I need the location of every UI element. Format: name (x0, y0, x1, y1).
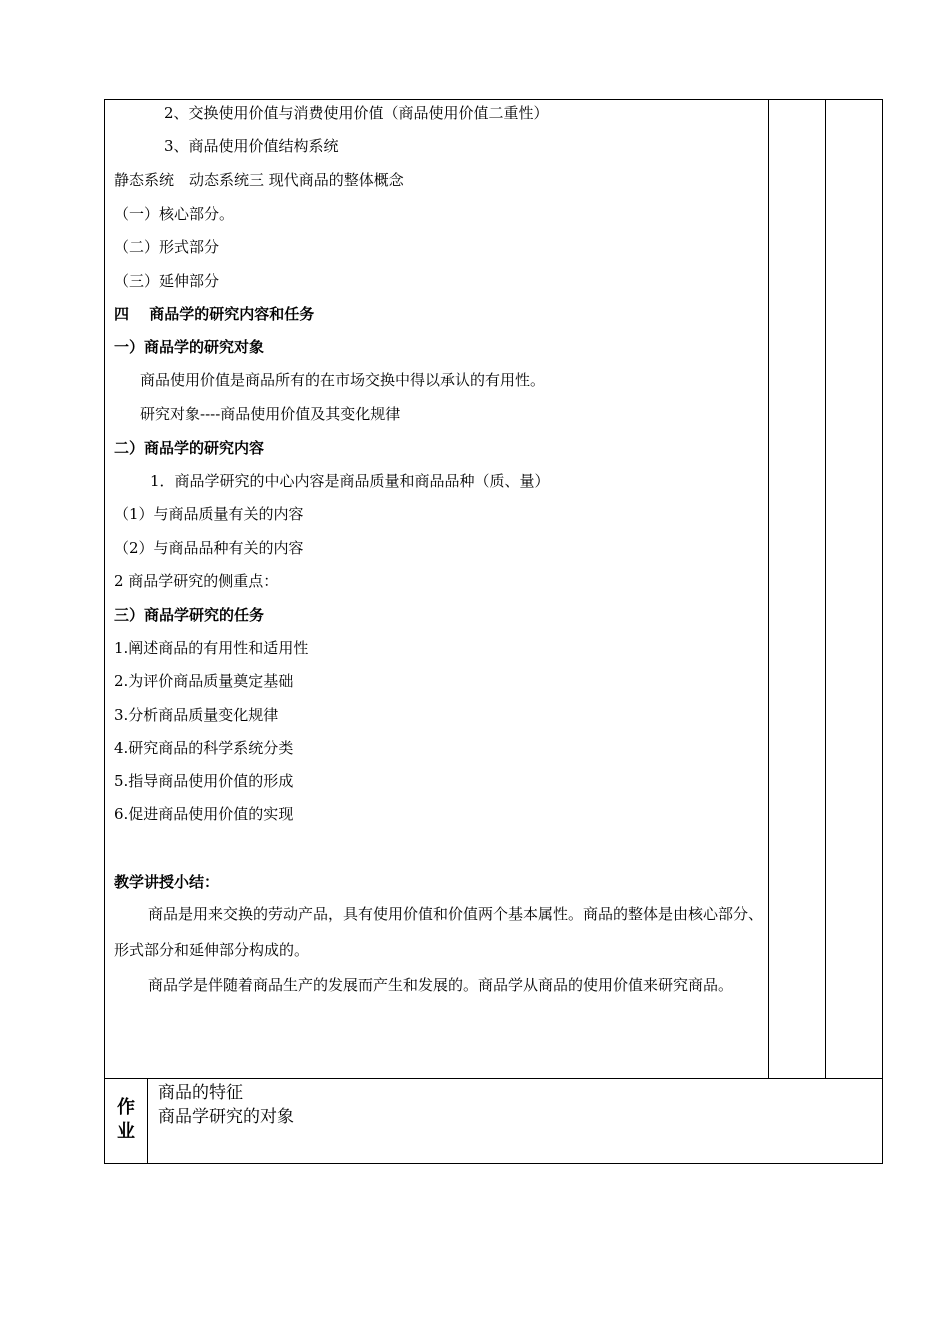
homework-item: 商品的特征 (158, 1083, 243, 1103)
column-divider-2 (825, 99, 826, 1079)
content-line: 2 商品学研究的侧重点： (114, 572, 279, 590)
content-line: （2）与商品品种有关的内容 (114, 539, 304, 557)
subsection-heading: 三）商品学研究的任务 (114, 606, 265, 624)
row-divider-homework (104, 1078, 883, 1079)
table-border-left (104, 99, 105, 1164)
summary-paragraph: 商品是用来交换的劳动产品，具有使用价值和价值两个基本属性。商品的整体是由核心部分、形式部分和延伸部分构成的。 (114, 905, 764, 959)
task-item: 5.指导商品使用价值的形成 (114, 772, 294, 790)
task-item: 1.阐述商品的有用性和适用性 (114, 639, 309, 657)
content-line: （三）延伸部分 (114, 272, 220, 290)
table-border-bottom (104, 1163, 883, 1164)
summary-heading: 教学讲授小结： (114, 873, 220, 891)
table-border-right (882, 99, 883, 1164)
content-line: 3、商品使用价值结构系统 (164, 137, 339, 155)
content-line: 2、交换使用价值与消费使用价值（商品使用价值二重性） (164, 104, 549, 122)
subsection-heading: 二）商品学的研究内容 (114, 439, 265, 457)
task-item: 2.为评价商品质量奠定基础 (114, 672, 294, 690)
content-line: 商品使用价值是商品所有的在市场交换中得以承认的有用性。 (140, 371, 546, 389)
content-line: 1．商品学研究的中心内容是商品质量和商品品种（质、量） (150, 472, 550, 490)
content-line: （二）形式部分 (114, 238, 220, 256)
content-line: 研究对象----商品使用价值及其变化规律 (140, 405, 401, 423)
task-item: 4.研究商品的科学系统分类 (114, 739, 294, 757)
subsection-heading: 一）商品学的研究对象 (114, 338, 265, 356)
content-line: （1）与商品质量有关的内容 (114, 505, 304, 523)
task-item: 3.分析商品质量变化规律 (114, 706, 279, 724)
task-item: 6.促进商品使用价值的实现 (114, 805, 294, 823)
content-line: 静态系统 动态系统三 现代商品的整体概念 (114, 171, 404, 189)
table-border-top (104, 99, 883, 100)
content-line: （一）核心部分。 (114, 205, 235, 223)
section-heading: 四 商品学的研究内容和任务 (114, 305, 315, 323)
homework-item: 商品学研究的对象 (158, 1107, 294, 1127)
summary-paragraph: 商品学是伴随着商品生产的发展而产生和发展的。商品学从商品的使用价值来研究商品。 (148, 976, 734, 994)
homework-label-divider (147, 1078, 148, 1164)
column-divider-1 (768, 99, 769, 1079)
homework-label: 作 业 (117, 1097, 135, 1142)
